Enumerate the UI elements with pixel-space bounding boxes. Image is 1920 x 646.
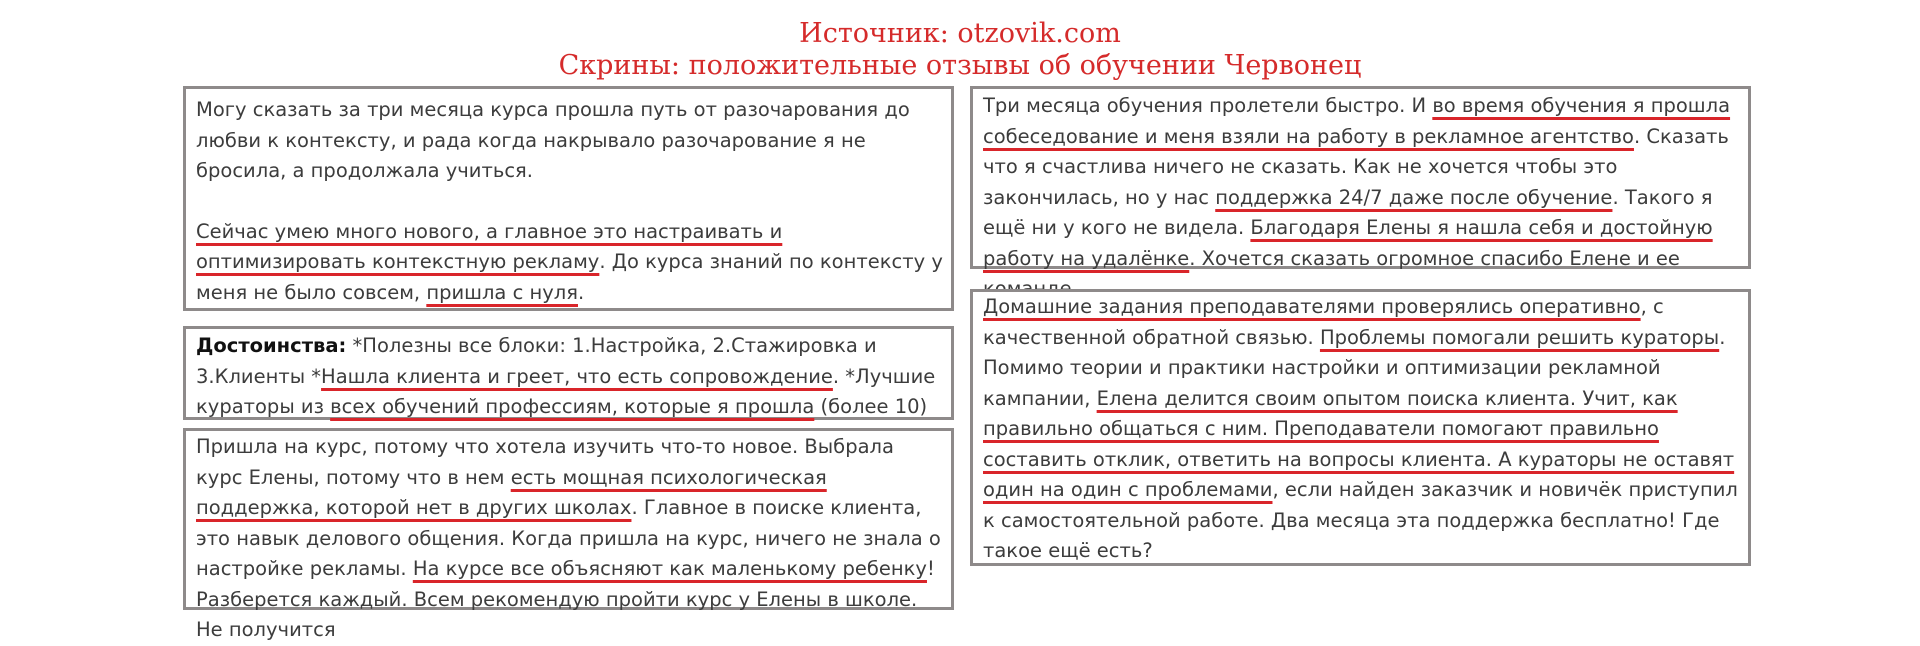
text-run: (более 10) — [814, 395, 928, 418]
advantages-label: Достоинства: — [196, 334, 347, 357]
highlight: Благодаря Елены я нашла себя и достойную работу на удалёнке — [983, 216, 1713, 270]
screenshots-heading: Скрины: положительные отзывы об обучении Червонец — [558, 50, 1362, 81]
text-run: . Такого я ещё ни у кого не видела. — [983, 185, 1713, 239]
highlight: На курсе все объясняют как маленькому ребенку — [412, 557, 927, 580]
highlight: поддержка 24/7 даже после обучение — [1215, 185, 1613, 209]
review-card-3 — [183, 428, 954, 641]
review-card-1 — [183, 86, 954, 311]
review-paragraph — [196, 217, 943, 309]
highlight: пришла с нуля — [426, 280, 578, 304]
review-text — [186, 431, 951, 646]
text-run: . Хочется сказать огромное спасибо Елене и ее — [1189, 246, 1680, 270]
highlight: Проблемы помогали решить кураторы — [1319, 325, 1720, 349]
highlight: Нашла клиента и греет, что есть сопровождение — [321, 364, 833, 388]
text-run: . Главное в поиске клиента, это навык делового общения. Когда пришла на курс, ничего не знала о настройке рекламы. — [196, 496, 941, 580]
review-paragraph — [983, 91, 1740, 305]
text-run: , с качественной обратной связью. — [983, 295, 1664, 349]
highlight: всех обучений профессиям, которые я прошла — [330, 395, 815, 418]
highlight: есть мощная психологическая поддержка, которой нет в других школах — [196, 465, 827, 519]
review-paragraph — [196, 432, 943, 646]
review-card-2 — [183, 326, 954, 420]
highlight: Елена делится своим опытом поиска клиента. Учит, как правильно общаться с ним. Преподаватели помогают правильно составить отклик, ответить на вопросы клиента. А кураторы не оставят один на один с проблемами — [983, 386, 1735, 501]
text-run: . Сказать что я счастлива ничего не сказать. Как не хочется чтобы это закончилась, но у нас — [983, 124, 1729, 209]
review-card-5 — [970, 289, 1751, 566]
review-card-4 — [970, 86, 1751, 269]
highlight: во время обучения я прошла собеседование и меня взяли на работу в рекламное агентство — [983, 94, 1731, 148]
review-text — [186, 89, 951, 308]
text-run: . Помимо теории и практики настройки и оптимизации рекламной кампании, — [983, 325, 1726, 410]
text-run: , если найден заказчик и новичёк приступил к самостоятельной работе. Два месяца эта поддержка бесплатно! Где такое ещё есть? — [983, 478, 1738, 562]
text-run: *Полезны все блоки: 1.Настройка, 2.Стажировка и 3.Клиенты * — [196, 334, 877, 388]
review-text — [186, 329, 951, 423]
text-run: Пришла на курс, потому что хотела изучить что-то новое. Выбрала курс Елены, потому что в нем — [196, 435, 894, 489]
text-run: ! Разберется каждый. Всем рекомендую пройти курс у Елены в школе. Не получится — [196, 557, 935, 641]
review-text — [973, 89, 1748, 305]
review-paragraph: Могу сказать за три месяца курса прошла путь от разочарования до любви к контексту, и рада когда накрывало разочарование я не бросила, а продолжала учиться. — [196, 98, 910, 182]
text-run: . — [578, 280, 585, 304]
highlight: Домашние задания преподавателями проверялись оперативно — [983, 295, 1641, 318]
review-paragraph — [196, 331, 943, 423]
highlight: Сейчас умею много нового, а главное это настраивать и оптимизировать контекстную рекламу — [196, 219, 783, 273]
text-run: . До курса знаний по контексту у меня не было совсем, — [196, 250, 943, 304]
review-text — [973, 292, 1748, 567]
source-heading: Источник: otzovik.com — [799, 18, 1121, 49]
review-paragraph — [983, 292, 1740, 567]
text-run: . *Лучшие кураторы из — [196, 364, 936, 418]
text-run: Три месяца обучения пролетели быстро. И — [983, 94, 1433, 117]
